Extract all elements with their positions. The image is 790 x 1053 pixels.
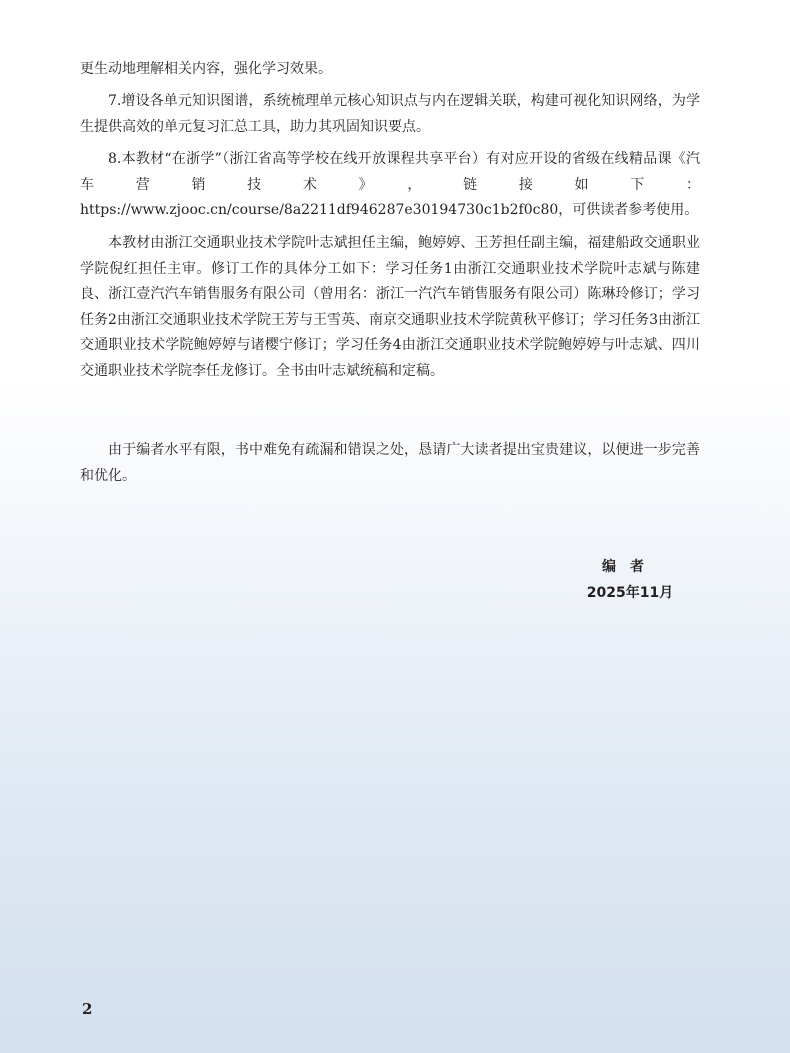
- paragraph-continuation: 更生动地理解相关内容，强化学习效果。: [80, 61, 332, 77]
- paragraph-item-7: 7.增设各单元知识图谱，系统梳理单元核心知识点与内在逻辑关联，构建可视化知识网络，为学生提供高效的单元复习汇总工具，助力其巩固知识要点。: [80, 93, 700, 135]
- signature-author: 编者: [602, 559, 658, 575]
- paragraph-closing: 由于编者水平有限，书中难免有疏漏和错误之处，恳请广大读者提出宝贵建议，以便进一步完善和优化。: [80, 442, 700, 484]
- paragraph-authors: 本教材由浙江交通职业技术学院叶志斌担任主编，鲍婷婷、王芳担任副主编，福建船政交通职业学院倪红担任主审。修订工作的具体分工如下：学习任务1由浙江交通职业技术学院叶志斌与陈建良、浙江壹汽汽车销售服务有限公司（曾用名：浙江一汽汽车销售服务有限公司）陈琳玲修订；学习任务2由浙江交通职业技术学院王芳与王雪英、南京交通职业技术学院黄秋平修订；学习任务3由浙江交通职业技术学院鲍婷婷与诸樱宁修订；学习任务4由浙江交通职业技术学院鲍婷婷与叶志斌、四川交通职业技术学院李任龙修订。全书由叶志斌统稿和定稿。: [80, 235, 700, 379]
- paragraph-item-8: 8.本教材“在浙学”（浙江省高等学校在线开放课程共享平台）有对应开设的省级在线精品课《汽车营销技术》，链接如下：https://www.zjooc.cn/course/8a2211df946287e30194730c1b2f0c80，可供读者参考使用。: [80, 151, 700, 219]
- signature-date: 2025年11月: [586, 585, 674, 601]
- signature-block: [560, 556, 700, 602]
- page-number: 2: [82, 1000, 93, 1018]
